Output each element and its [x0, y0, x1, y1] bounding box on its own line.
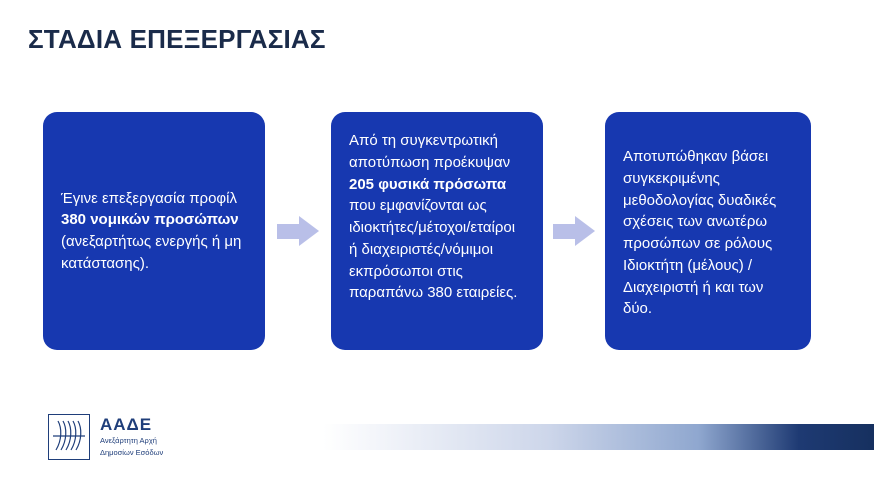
footer-gradient-bar — [248, 424, 874, 450]
aade-logo — [48, 414, 163, 460]
aade-logo-icon — [48, 414, 90, 460]
aade-logo-glyph — [48, 414, 90, 460]
arrow-right-icon — [277, 216, 319, 246]
stage-card-1 — [43, 112, 265, 350]
stage-card-2-text: Από τη συγκεντρωτική αποτύπωση προέκυψαν 205 φυσικά πρόσωπα που εμφανίζονται ως ιδιοκτήτες/μέτοχοι/εταίροι ή διαχειριστές/νόμιμοι εκπρόσωποι στις παραπάνω 380 εταιρείες. — [349, 132, 518, 302]
stage-card-1-text: Έγινε επεξεργασία προφίλ 380 νομικών προσώπων (ανεξαρτήτως ενεργής ή μη κατάστασης). — [61, 189, 242, 272]
flow-arrow-2 — [543, 112, 605, 350]
flow-arrow-1 — [265, 112, 331, 350]
page-title: ΣΤΑΔΙΑ ΕΠΕΞΕΡΓΑΣΙΑΣ — [28, 24, 326, 54]
stage-card-3 — [605, 112, 811, 350]
stage-card-3-text: Αποτυπώθηκαν βάσει συγκεκριμένης μεθοδολογίας δυαδικές σχέσεις των ανωτέρω προσώπων σε ρόλους Ιδιοκτήτη (μέλους) / Διαχειριστή ή και των δύο. — [623, 148, 777, 318]
arrow-right-icon — [553, 216, 595, 246]
aade-logo-line2: Δημοσίων Εσόδων — [100, 448, 164, 458]
aade-logo-line1: Ανεξάρτητη Αρχή — [100, 436, 157, 446]
aade-logo-text — [100, 416, 163, 459]
stage-card-2 — [331, 112, 543, 350]
aade-logo-acronym: ΑΑΔΕ — [100, 414, 153, 434]
process-flow — [43, 112, 833, 362]
